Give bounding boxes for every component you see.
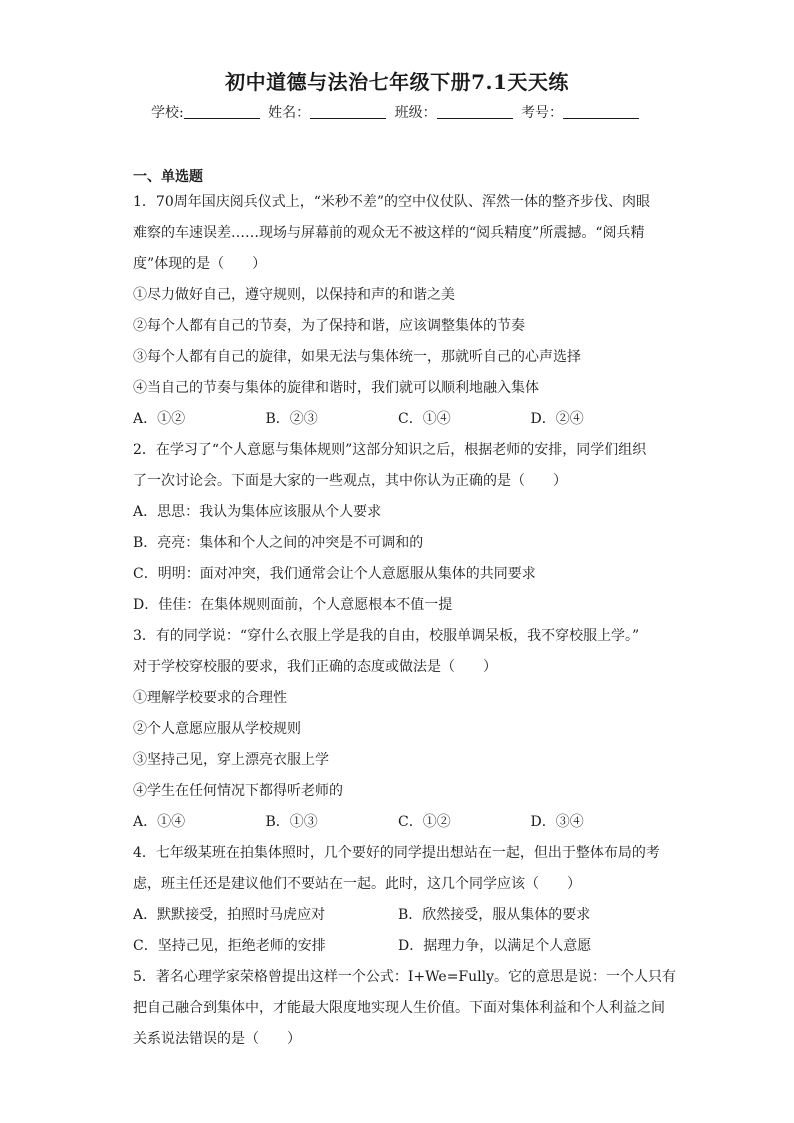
option-b[interactable]: B．亮亮：集体和个人之间的冲突是不可调和的 — [133, 535, 424, 551]
question-line: 1．70周年国庆阅兵仪式上，“米秒不差”的空中仪仗队、浑然一体的整齐步伐、肉眼 — [133, 194, 651, 210]
student-info-row — [0, 102, 794, 122]
option-c[interactable]: C．①④ — [398, 411, 451, 427]
statement-item: ③坚持己见，穿上漂亮衣服上学 — [133, 752, 329, 768]
option-b[interactable]: B．欣然接受，服从集体的要求 — [398, 907, 591, 923]
option-a[interactable]: A．思思：我认为集体应该服从个人要求 — [133, 504, 382, 520]
name-label: 姓名： — [268, 105, 311, 121]
school-blank — [184, 104, 260, 119]
option-d[interactable]: D．③④ — [530, 814, 584, 830]
question-line: 3．有的同学说：“穿什么衣服上学是我的自由，校服单调呆板，我不穿校服上学。” — [133, 628, 640, 644]
statement-item: ③每个人都有自己的旋律，如果无法与集体统一，那就听自己的心声选择 — [133, 349, 581, 365]
option-a[interactable]: A．默默接受，拍照时马虎应对 — [133, 907, 326, 923]
question-2 — [133, 435, 663, 621]
exam-number-label: 考号： — [521, 105, 564, 121]
option-row — [133, 900, 663, 931]
option-d[interactable]: D．②④ — [530, 411, 584, 427]
question-line: 把自己融合到集体中，才能最大限度地实现人生价值。下面对集体利益和个人利益之间 — [133, 1000, 665, 1016]
question-line: 虑，班主任还是建议他们不要站在一起。此时，这几个同学应该（ ） — [133, 876, 581, 892]
option-d[interactable]: D．佳佳：在集体规则面前，个人意愿根本不值一提 — [133, 597, 453, 613]
question-line: 了一次讨论会。下面是大家的一些观点，其中你认为正确的是（ ） — [133, 473, 567, 489]
question-5 — [133, 962, 677, 1055]
question-line: 2．在学习了“个人意愿与集体规则”这部分知识之后，根据老师的安排，同学们组织 — [133, 442, 647, 458]
question-line: 5．著名心理学家荣格曾提出这样一个公式：I+We=Fully。它的意思是说：一个人只有 — [133, 969, 677, 985]
statement-item: ④学生在任何情况下都得听老师的 — [133, 783, 343, 799]
option-c[interactable]: C．明明：面对冲突，我们通常会让个人意愿服从集体的共同要求 — [133, 566, 536, 582]
question-line: 4．七年级某班在拍集体照时，几个要好的同学提出想站在一起，但出于整体布局的考 — [133, 845, 660, 861]
option-d[interactable]: D．据理力争，以满足个人意愿 — [398, 938, 592, 954]
question-line: 对于学校穿校服的要求，我们正确的态度或做法是（ ） — [133, 659, 497, 675]
class-blank — [437, 104, 513, 119]
question-line: 度”体现的是（ ） — [133, 256, 267, 272]
option-row — [133, 404, 663, 435]
option-c[interactable]: C．①② — [398, 814, 451, 830]
class-label: 班级： — [394, 105, 437, 121]
school-label: 学校: — [150, 105, 184, 121]
option-row — [133, 931, 663, 962]
statement-item: ②每个人都有自己的节奏，为了保持和谐，应该调整集体的节奏 — [133, 318, 525, 334]
option-b[interactable]: B．②③ — [265, 411, 318, 427]
name-blank — [310, 104, 386, 119]
option-row — [133, 807, 663, 838]
statement-item: ①理解学校要求的合理性 — [133, 690, 287, 706]
option-a[interactable]: A．①② — [133, 411, 186, 427]
option-a[interactable]: A．①④ — [133, 814, 186, 830]
statement-item: ①尽力做好自己，遵守规则，以保持和声的和谐之美 — [133, 287, 455, 303]
option-c[interactable]: C．坚持己见，拒绝老师的安排 — [133, 938, 326, 954]
question-4 — [133, 838, 663, 962]
statement-item: ②个人意愿应服从学校规则 — [133, 721, 301, 737]
option-b[interactable]: B．①③ — [265, 814, 318, 830]
section-title: 一、单选题 — [133, 169, 203, 185]
exam-number-blank — [563, 104, 639, 119]
page-title: 初中道德与法治七年级下册7.1天天练 — [225, 70, 569, 94]
question-list — [133, 187, 677, 1055]
question-3 — [133, 621, 663, 838]
question-line: 难察的车速误差……现场与屏幕前的观众无不被这样的“阅兵精度”所震撼。“阅兵精 — [133, 225, 645, 241]
statement-item: ④当自己的节奏与集体的旋律和谐时，我们就可以顺利地融入集体 — [133, 380, 539, 396]
question-line: 关系说法错误的是（ ） — [133, 1031, 301, 1047]
question-1 — [133, 187, 663, 435]
